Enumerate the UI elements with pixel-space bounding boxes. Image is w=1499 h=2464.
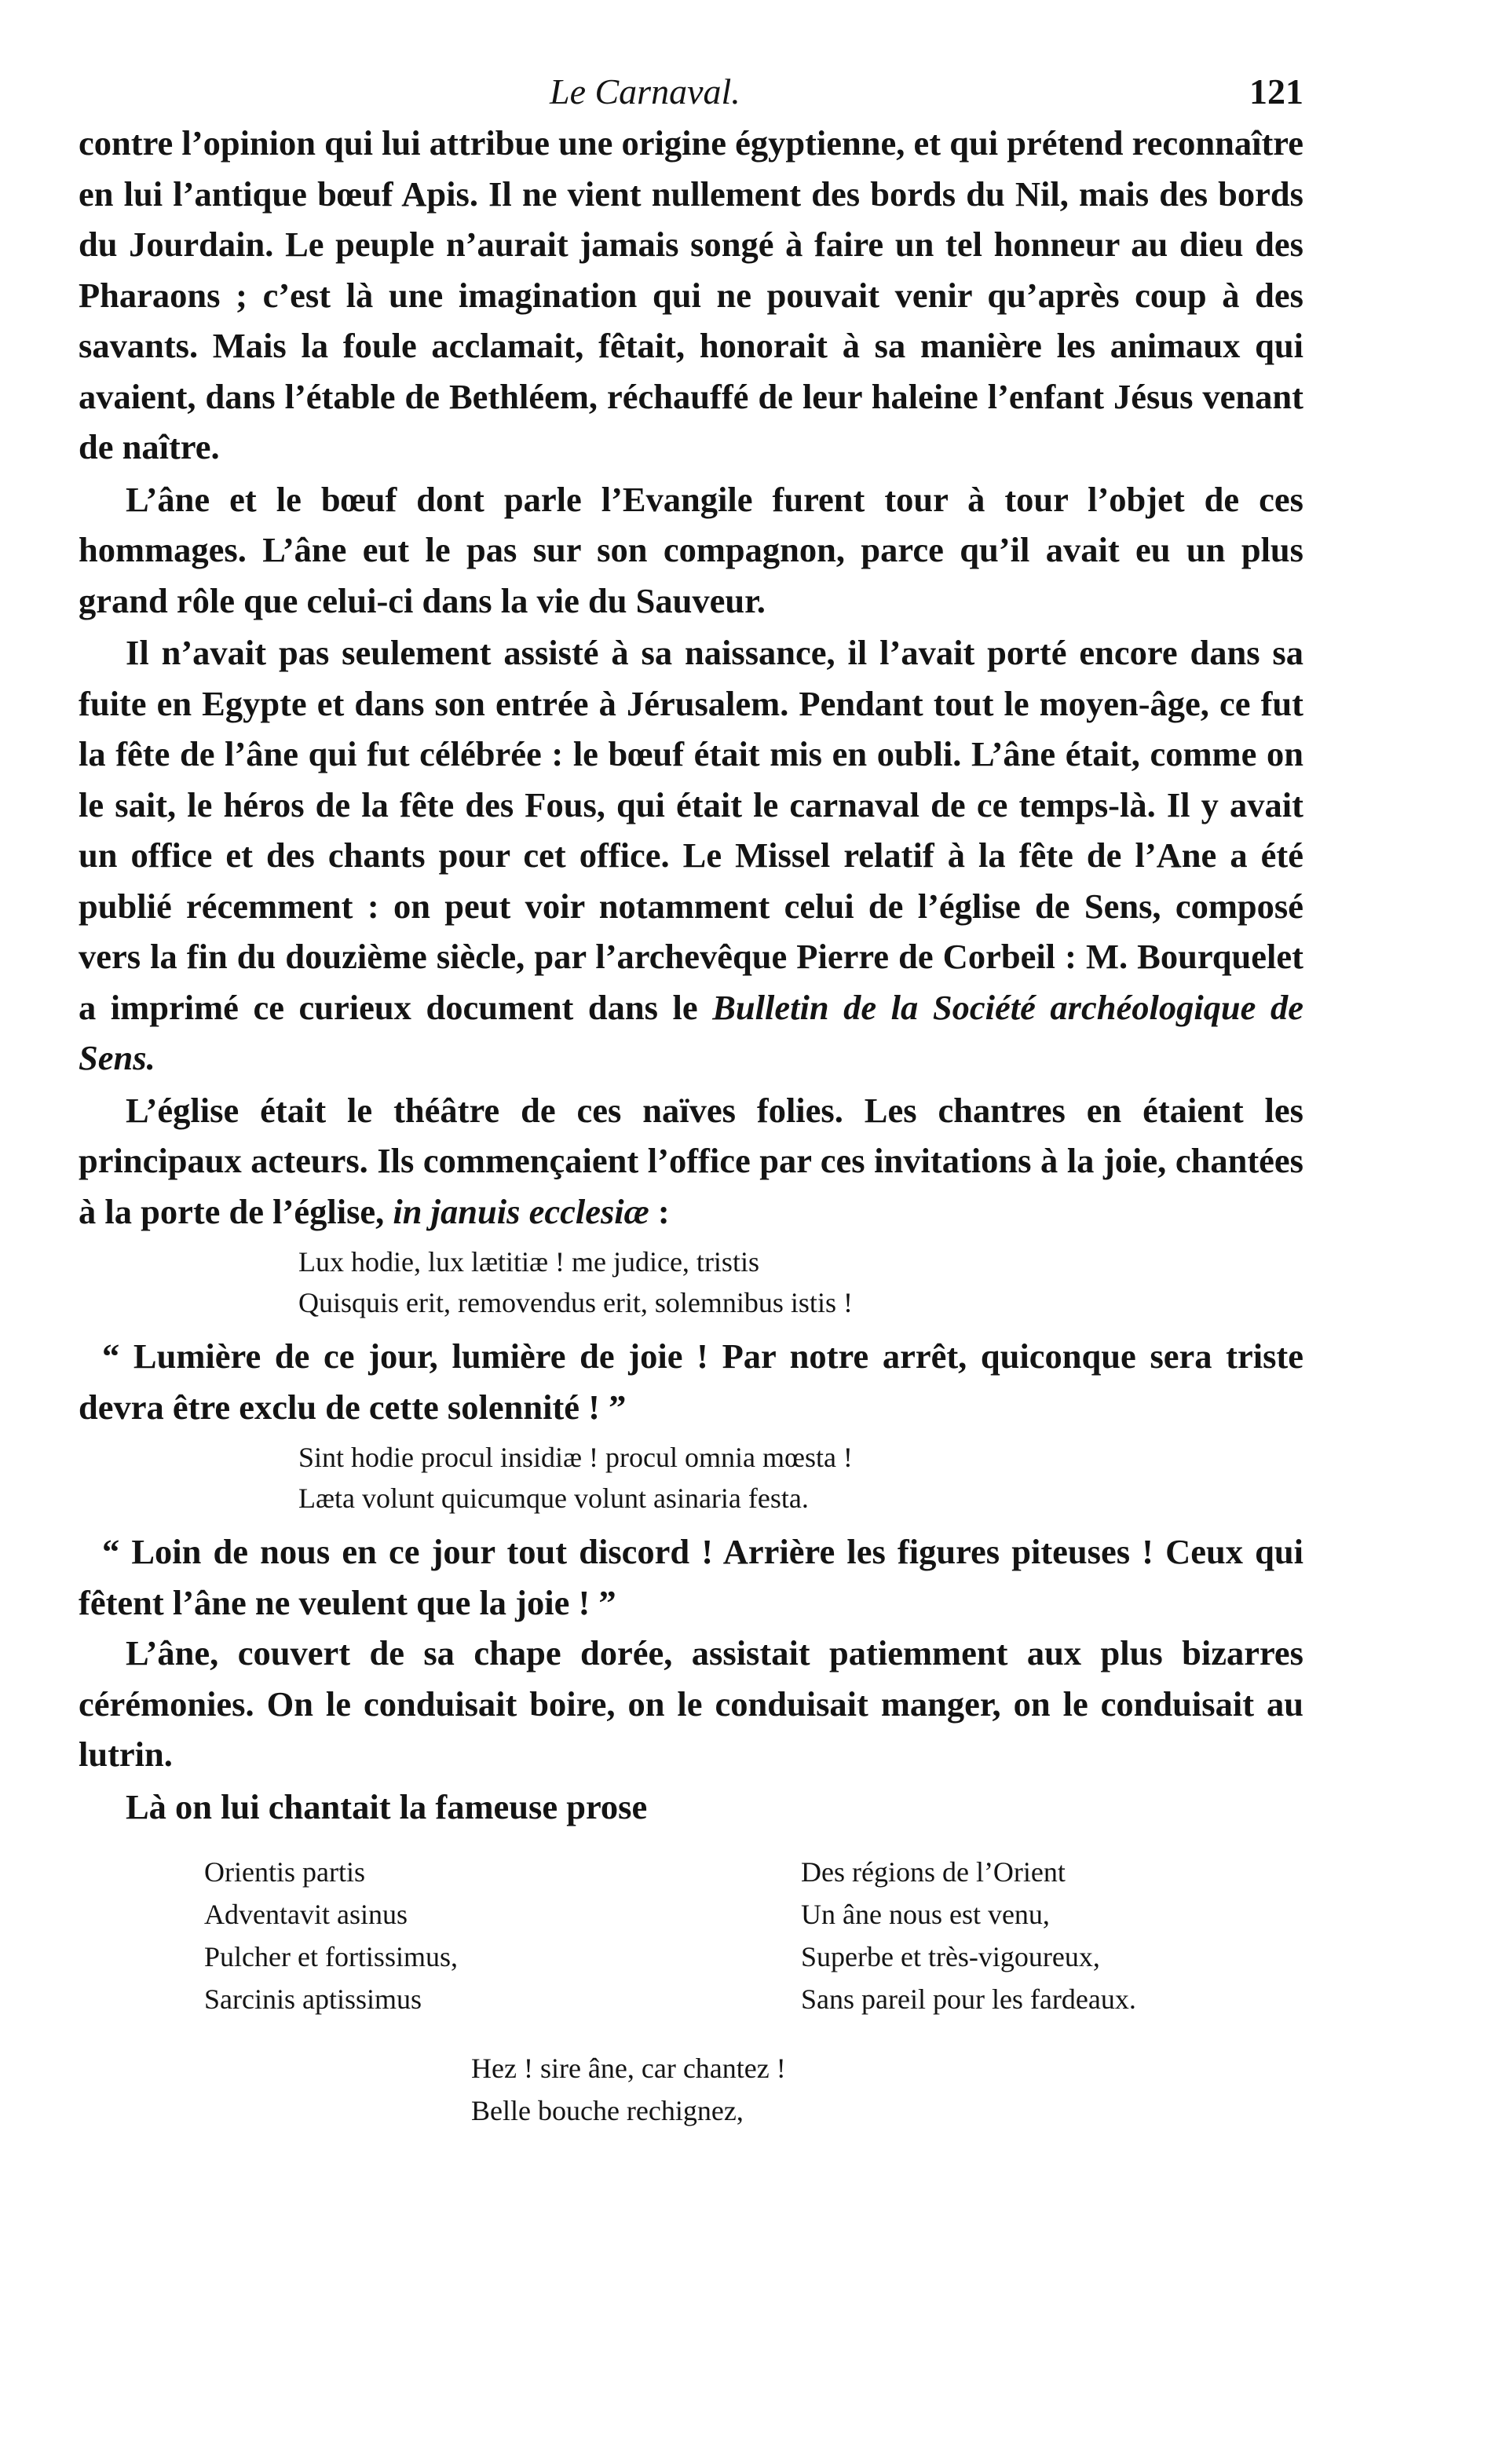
prose-french-line: Sans pareil pour les fardeaux. xyxy=(801,1983,1136,2015)
prose-two-columns xyxy=(79,1851,1303,2031)
verse-line: Sint hodie procul insidiæ ! procul omnia mœsta ! xyxy=(298,1442,853,1473)
paragraph-4-text: L’église était le théâtre de ces naïves folies. Les chantres en étaient les principaux acteurs. Ils commençaient l’office par ces invitations à la joie, chantées à la porte de l’église, xyxy=(79,1090,1303,1231)
paragraph-4-italic: in januis ecclesiæ xyxy=(393,1191,649,1231)
translation-quote-2: “ Loin de nous en ce jour tout discord ! Arrière les figures piteuses ! Ceux qui fêtent l’âne ne veulent que la joie ! ” xyxy=(79,1532,1303,1622)
paragraph-4-end: : xyxy=(649,1191,670,1231)
prose-latin-line: Orientis partis xyxy=(204,1856,365,1888)
prose-latin-line: Sarcinis aptissimus xyxy=(204,1983,422,2015)
paragraph-4 xyxy=(79,1085,1303,1237)
paragraph-2: L’âne et le bœuf dont parle l’Evangile furent tour à tour l’objet de ces hommages. L’âne eut le pas sur son compagnon, parce qu’il avait eu un plus grand rôle que celui-ci dans la vie du Sauveur. xyxy=(79,479,1303,620)
verse-line: Lux hodie, lux lætitiæ ! me judice, tristis xyxy=(298,1246,759,1278)
prose-latin-column xyxy=(204,1851,458,2020)
refrain-line: Hez ! sire âne, car chantez ! xyxy=(471,2053,786,2084)
latin-verse-2 xyxy=(298,1437,1303,1519)
prose-french-line: Superbe et très-vigoureux, xyxy=(801,1941,1100,1972)
prose-french-line: Un âne nous est venu, xyxy=(801,1899,1050,1930)
paragraph-3-italic: Bulletin de la Société archéologique de Sens. xyxy=(79,987,1303,1077)
paragraph-1: contre l’opinion qui lui attribue une origine égyptienne, et qui prétend reconnaître en lui l’antique bœuf Apis. Il ne vient nullement des bords du Nil, mais des bords du Jourdain. Le peuple n’aurait jamais songé à faire un tel honneur au dieu des Pharaons ; c’est là une imagination qui ne pouvait venir qu’après coup à des savants. Mais la foule acclamait, fêtait, honorait à sa manière les animaux qui avaient, dans l’étable de Bethléem, réchauffé de leur haleine l’enfant Jésus venant de naître. xyxy=(79,123,1303,466)
paragraph-5: L’âne, couvert de sa chape dorée, assistait patiemment aux plus bizarres cérémonies. On le conduisait boire, on le conduisait manger, on le conduisait au lutrin. xyxy=(79,1633,1303,1774)
page-number: 121 xyxy=(1249,71,1303,112)
prose-latin-line: Adventavit asinus xyxy=(204,1899,408,1930)
prose-french-line: Des régions de l’Orient xyxy=(801,1856,1066,1888)
running-title: Le Carnaval. xyxy=(550,71,740,112)
paragraph-6: Là on lui chantait la fameuse prose xyxy=(126,1786,648,1826)
refrain-verse xyxy=(471,2047,1303,2132)
paragraph-3-text: Il n’avait pas seulement assisté à sa naissance, il l’avait porté encore dans sa fuite en Egypte et dans son entrée à Jérusalem. Pendant tout le moyen-âge, ce fut la fête de l’âne qui fut célébrée : le bœuf était mis en oubli. L’âne était, comme on le sait, le héros de la fête des Fous, qui était le carnaval de ce temps-là. Il y avait un office et des chants pour cet office. Le Missel relatif à la fête de l’Ane a été publié récemment : on peut voir notamment celui de l’église de Sens, composé vers la fin du douzième siècle, par l’archevêque Pierre de Corbeil : M. Bourquelet a imprimé ce curieux document dans le xyxy=(79,633,1303,1027)
verse-line: Læta volunt quicumque volunt asinaria festa. xyxy=(298,1482,809,1514)
prose-french-column xyxy=(801,1851,1136,2020)
latin-verse-1 xyxy=(298,1241,1303,1323)
running-head xyxy=(79,55,1303,118)
book-page xyxy=(79,55,1303,2132)
prose-latin-line: Pulcher et fortissimus, xyxy=(204,1941,458,1972)
translation-quote-1: “ Lumière de ce jour, lumière de joie ! Par notre arrêt, quiconque sera triste devra être exclu de cette solennité ! ” xyxy=(79,1336,1303,1427)
refrain-line: Belle bouche rechignez, xyxy=(471,2095,744,2126)
verse-line: Quisquis erit, removendus erit, solemnibus istis ! xyxy=(298,1287,853,1318)
paragraph-3 xyxy=(79,627,1303,1084)
